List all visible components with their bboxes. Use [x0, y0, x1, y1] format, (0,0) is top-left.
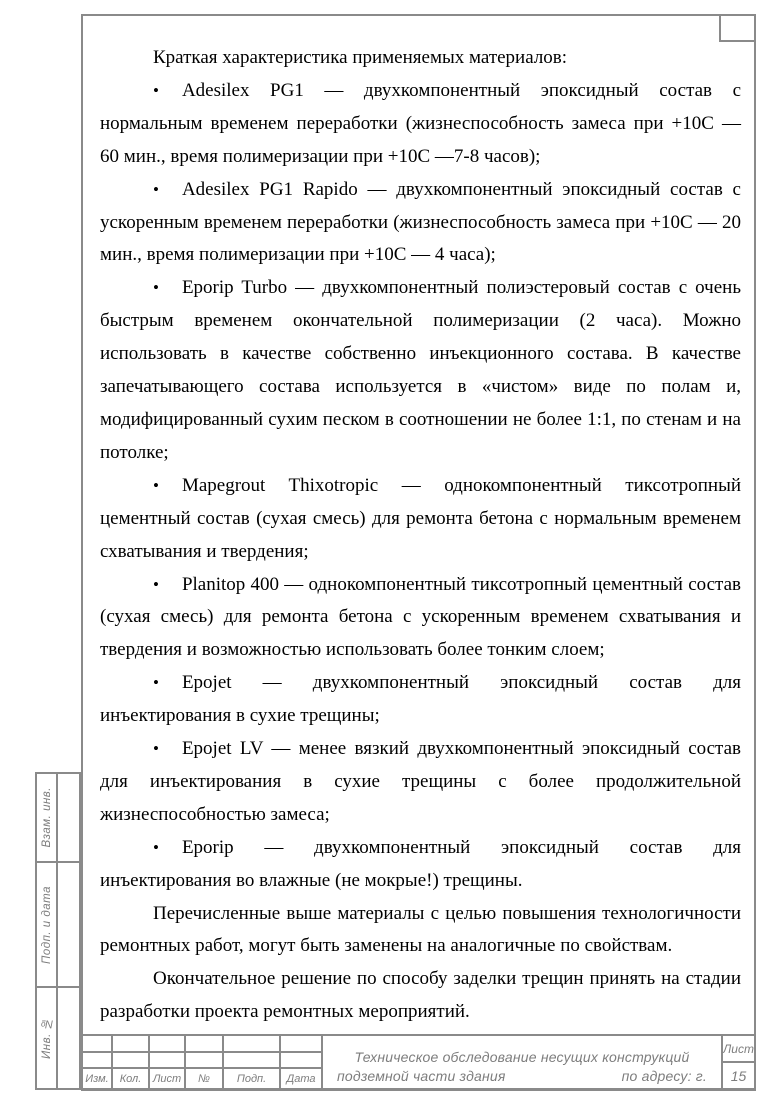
- bullet-icon: •: [153, 278, 159, 298]
- stamp-title-line2-left: подземной части здания: [337, 1068, 506, 1084]
- bullet-item: [100, 832, 741, 898]
- stamp-cell: [281, 1053, 321, 1067]
- stamp-col-label-list: Лист: [150, 1069, 184, 1088]
- bullet-text: Adesilex PG1 Rapido — двухкомпонентный эпоксидный состав с ускоренным временем переработки (жизнеспособность замеса при +10С — 20 мин., время полимеризации при +10С — 4 часа);: [100, 178, 741, 266]
- bullet-text: Eporip — двухкомпонентный эпоксидный состав для инъектирования во влажные (не мокрые!) трещины.: [100, 836, 741, 891]
- bullet-icon: •: [153, 673, 159, 693]
- sheet-label-cell: Лист: [723, 1036, 754, 1061]
- side-box-empty-cell: [58, 863, 79, 986]
- side-box-podp-i-data: [37, 863, 79, 986]
- closing-paragraph: Окончательное решение по способу заделки трещин принять на стадии разработки проекта ремонтных мероприятий.: [100, 968, 741, 1023]
- stamp-col-label-data: Дата: [281, 1069, 321, 1088]
- stamp-cell: [150, 1036, 184, 1051]
- stamp-col-label-kol: Кол.: [113, 1069, 148, 1088]
- stamp-sheet-column: [723, 1036, 754, 1088]
- document-content: [100, 42, 741, 1029]
- side-box-empty-cell: [58, 988, 79, 1088]
- side-box-inv-no: [37, 988, 79, 1088]
- bullet-icon: •: [153, 574, 159, 594]
- stamp-cell: [224, 1053, 279, 1067]
- side-box-label-text: Подп. и дата: [40, 885, 53, 964]
- stamp-col-label-no: №: [186, 1069, 222, 1088]
- side-box-label-text: Взам. инв.: [40, 787, 53, 848]
- side-box-empty-cell: [58, 774, 79, 861]
- side-stamp-column: [35, 772, 81, 1090]
- frame-corner-box: [719, 14, 756, 42]
- bullet-icon: •: [153, 475, 159, 495]
- sheet-number-cell: 15: [723, 1063, 754, 1088]
- bullet-item: [100, 174, 741, 273]
- stamp-cell: [186, 1053, 222, 1067]
- stamp-title-line2-right: по адресу: г.: [621, 1068, 707, 1084]
- bullet-icon: •: [153, 837, 159, 857]
- stamp-cell: [83, 1053, 111, 1067]
- bullet-text: Mapegrout Thixotropic — однокомпонентный тиксотропный цементный состав (сухая смесь) для ремонта бетона с нормальным временем схватывания и твердения;: [100, 474, 741, 562]
- title-block: [81, 1034, 756, 1091]
- side-box-label: [37, 988, 56, 1088]
- side-box-vzam-inv: [37, 774, 79, 861]
- stamp-cell: [186, 1036, 222, 1051]
- stamp-cell: [113, 1053, 148, 1067]
- bullet-text: Eporip Turbo — двухкомпонентный полиэстеровый состав с очень быстрым временем окончательной полимеризации (2 часа). Можно использовать в качестве собственно инъекционного состава. В качестве запечатывающего состава используется в «чистом» виде по полам и, модифицированный сухим песком в соотношении не более 1:1, по стенам и на потолке;: [100, 277, 741, 463]
- side-box-label-text: Инв. №: [40, 1017, 53, 1059]
- closing-paragraph: Перечисленные выше материалы с целью повышения технологичности ремонтных работ, могут быть заменены на аналогичные по свойствам.: [100, 902, 741, 957]
- bullet-item: [100, 569, 741, 668]
- side-box-label: [37, 863, 56, 986]
- side-box-label: [37, 774, 56, 861]
- intro-paragraph: Краткая характеристика применяемых материалов:: [153, 47, 568, 68]
- bullet-item: [100, 75, 741, 174]
- stamp-cell: [113, 1036, 148, 1051]
- stamp-cell: [83, 1036, 111, 1051]
- bullet-text: Planitop 400 — однокомпонентный тиксотропный цементный состав (сухая смесь) для ремонта бетона с ускоренным временем схватывания и твердения и возможностью использовать более тонким слоем;: [100, 573, 741, 661]
- stamp-title-line2: [337, 1068, 707, 1084]
- stamp-cell: [224, 1036, 279, 1051]
- bullet-item: [100, 733, 741, 832]
- bullet-text: Adesilex PG1 — двухкомпонентный эпоксидный состав с нормальным временем переработки (жизнеспособность замеса при +10С — 60 мин., время полимеризации при +10С —7-8 часов);: [100, 79, 741, 167]
- stamp-col-label-izm: Изм.: [83, 1069, 111, 1088]
- bullet-item: [100, 667, 741, 733]
- bullet-item: [100, 272, 741, 469]
- bullet-item: [100, 470, 741, 569]
- stamp-title-cell: [323, 1036, 721, 1088]
- bullet-icon: •: [153, 739, 159, 759]
- stamp-title-line1: Техническое обследование несущих конструкций: [354, 1049, 690, 1065]
- bullet-text: Epojet — двухкомпонентный эпоксидный состав для инъектирования в сухие трещины;: [100, 672, 741, 727]
- bullet-icon: •: [153, 179, 159, 199]
- stamp-cell: [150, 1053, 184, 1067]
- bullet-icon: •: [153, 80, 159, 100]
- bullet-text: Epojet LV — менее вязкий двухкомпонентный эпоксидный состав для инъектирования в сухие трещины с более продолжительной жизнеспособностью замеса;: [100, 738, 741, 825]
- stamp-cell: [281, 1036, 321, 1051]
- stamp-col-label-podp: Подп.: [224, 1069, 279, 1088]
